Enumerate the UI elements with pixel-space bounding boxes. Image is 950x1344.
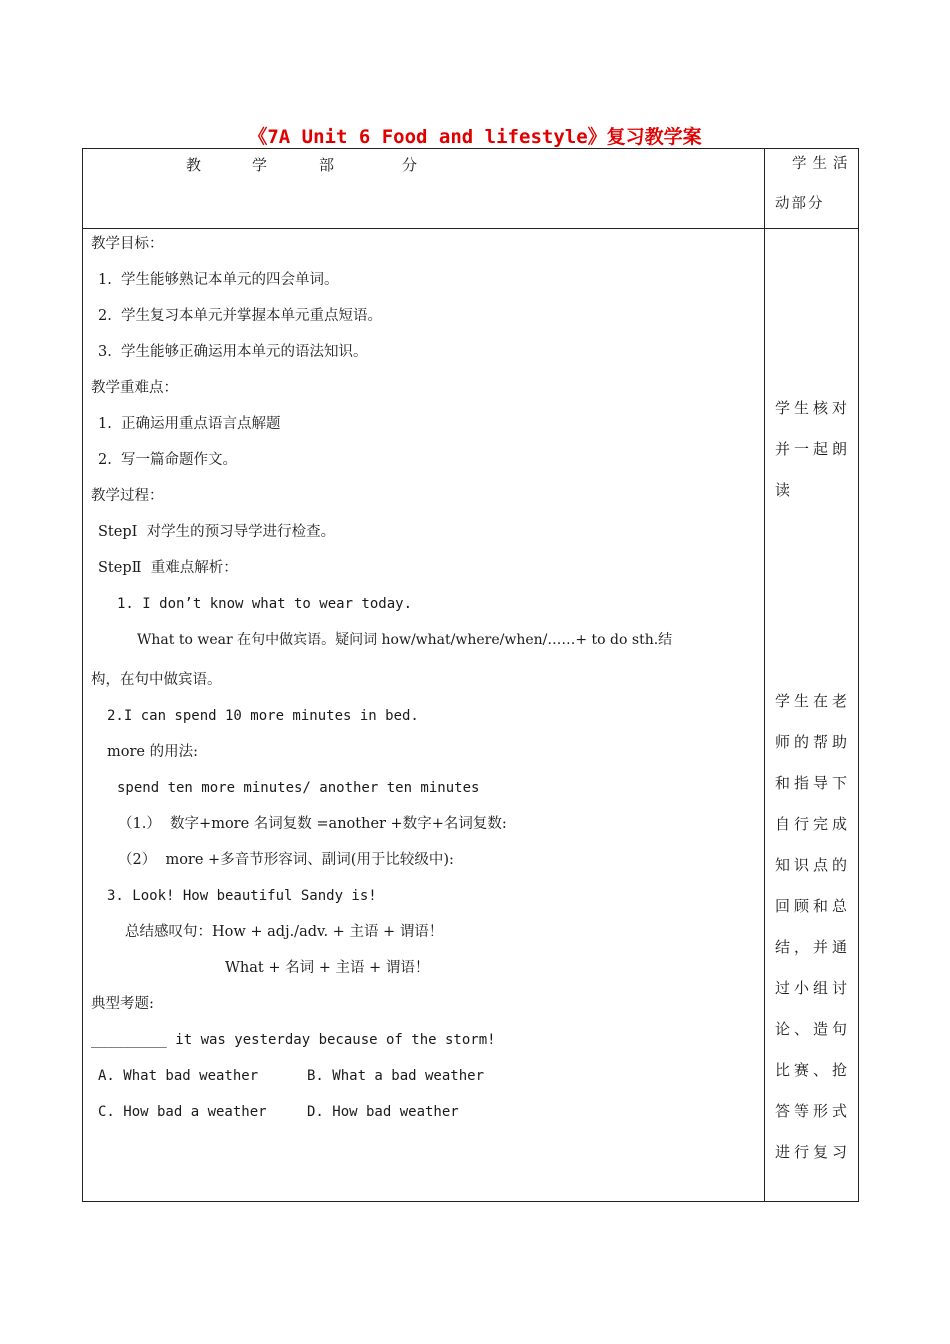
step-2: StepⅡ 重难点解析： xyxy=(98,560,238,576)
side-note-line: 自行完成 xyxy=(775,815,852,833)
column-divider xyxy=(764,148,765,1202)
point-1-note: What to wear 在句中做宾语。疑问词 how/what/where/when/……+ to do sth.结 xyxy=(137,632,673,648)
point-2-more-usage: more 的用法: xyxy=(107,744,198,760)
side-note-line: 知识点的 xyxy=(775,856,852,874)
side-note-line: 学生核对 xyxy=(775,399,852,417)
point-2-rule-2: （2） more +多音节形容词、副词(用于比较级中): xyxy=(118,852,454,868)
side-note-line: 读 xyxy=(775,481,795,499)
point-3-summary-2: What + 名词 + 主语 + 谓语！ xyxy=(225,960,430,976)
side-note-block-1 xyxy=(775,388,851,511)
point-2-sentence: 2.I can spend 10 more minutes in bed. xyxy=(107,708,419,724)
header-divider xyxy=(82,228,859,229)
option-a: A. What bad weather xyxy=(98,1068,259,1084)
point-3-sentence: 3. Look! How beautiful Sandy is! xyxy=(107,888,377,904)
side-note-line: 并一起朗 xyxy=(775,440,852,458)
side-note-line: 学生在老 xyxy=(775,692,852,710)
point-1-sentence: 1. I don’t know what to wear today. xyxy=(117,596,413,612)
header-char-2: 学 xyxy=(252,156,268,174)
option-b: B. What a bad weather xyxy=(307,1068,485,1084)
header-char-4: 分 xyxy=(402,156,418,174)
side-note-line: 答等形式 xyxy=(775,1102,852,1120)
header-side-line2: 动部分 xyxy=(775,196,825,212)
side-note-block-2 xyxy=(775,681,851,1173)
side-note-line: 回顾和总 xyxy=(775,897,852,915)
point-2-example: spend ten more minutes/ another ten minutes xyxy=(117,780,480,796)
side-note-line: 和指导下 xyxy=(775,774,852,792)
option-d: D. How bad weather xyxy=(307,1104,459,1120)
point-1-note-cont: 构，在句中做宾语。 xyxy=(91,672,222,688)
side-note-line: 结，并通 xyxy=(775,938,852,956)
process-heading: 教学过程： xyxy=(91,488,164,504)
side-note-line: 论、造句 xyxy=(775,1020,852,1038)
point-3-summary: 总结感叹句：How + adj./adv. + 主语 + 谓语！ xyxy=(125,924,444,940)
exam-heading: 典型考题: xyxy=(91,996,154,1012)
page-title: 《7A Unit 6 Food and lifestyle》复习教学案 xyxy=(248,126,702,148)
goal-item-1: 1. 学生能够熟记本单元的四会单词。 xyxy=(98,272,339,288)
side-note-line: 过小组讨 xyxy=(775,979,852,997)
key-point-1: 1. 正确运用重点语言点解题 xyxy=(98,416,281,432)
key-points-heading: 教学重难点： xyxy=(91,380,178,396)
side-note-line: 师的帮助 xyxy=(775,733,852,751)
option-c: C. How bad a weather xyxy=(98,1104,267,1120)
side-note-line: 比赛、抢 xyxy=(775,1061,852,1079)
point-2-rule-1: （1.） 数字+more 名词复数 =another +数字+名词复数: xyxy=(118,816,507,832)
key-point-2: 2. 写一篇命题作文。 xyxy=(98,452,238,468)
header-char-1: 教 xyxy=(186,156,202,174)
side-note-line: 进行复习 xyxy=(775,1143,852,1161)
step-1: StepⅠ 对学生的预习导学进行检查。 xyxy=(98,524,336,540)
header-char-3: 部 xyxy=(319,156,335,174)
goals-heading: 教学目标： xyxy=(91,236,164,252)
header-side-line1: 学生活 xyxy=(792,156,854,172)
goal-item-3: 3. 学生能够正确运用本单元的语法知识。 xyxy=(98,344,368,360)
goal-item-2: 2. 学生复习本单元并掌握本单元重点短语。 xyxy=(98,308,383,324)
exam-question: _________ it was yesterday because of the storm! xyxy=(91,1032,496,1048)
